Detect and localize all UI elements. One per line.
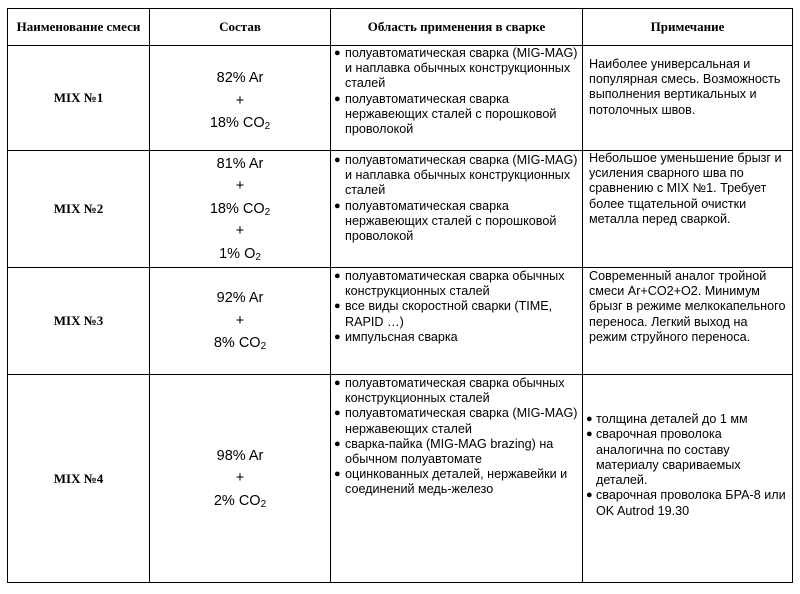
composition-plus: + [235,312,245,329]
list-item: ● полуавтоматическая сварка обычных конструкционных сталей [334,376,565,406]
header-row [8,9,793,46]
bullet-icon: ● [334,377,341,389]
note-text: Небольшое уменьшение брызг и усиления сварного шва по сравнению с MIX №1. Требует более тщательной очистки металла перед сваркой. [589,151,782,226]
list-item: ● полуавтоматическая сварка обычных конструкционных сталей [334,269,565,299]
mix-application [331,46,583,151]
bullet-icon: ● [334,47,341,59]
application-list [331,375,582,498]
list-item: ● все виды скоростной сварки (TIME, RAPID …) [334,299,553,329]
composition-line: 81% Ar [216,155,264,172]
list-item: ● полуавтоматическая сварка (MIG-MAG) и наплавка обычных конструкционных сталей [334,46,578,91]
mix-note [583,375,793,583]
mix-application [331,268,583,375]
note-list [583,412,792,544]
bullet-icon: ● [334,92,341,105]
composition-line: 18% $CO_2$ [209,115,271,133]
mix-composition [150,46,331,151]
composition-line: 1% $O_2$ [219,245,261,263]
header-note: Примечание [583,9,793,46]
mix-name: MIX №3 [8,268,150,375]
list-item: ● полуавтоматическая сварка нержавеющих сталей с порошковой проволокой [334,91,557,137]
composition-line: 8% $CO_2$ [213,335,267,353]
application-list [331,268,582,345]
mix-name: MIX №1 [8,46,150,151]
mix-composition [150,268,331,375]
list-item: ● полуавтоматическая сварка нержавеющих сталей с порошковой проволокой [334,198,557,244]
header-name: Наименование смеси [8,9,150,46]
bullet-icon: ● [334,407,341,420]
note-text: Современный аналог тройной смеси Ar+CO2+O2. Минимум брызг в режиме мелкокапельного переноса. Легкий выход на режим струйного переноса. [589,269,786,344]
list-item: ● сварочная проволока БРА-8 или OK Autrod 19.30 [586,488,786,518]
list-item: ● полуавтоматическая сварка (MIG-MAG) и наплавка обычных конструкционных сталей [334,153,578,198]
header-composition: Состав [150,9,331,46]
mix-application [331,375,583,583]
list-item: ● сварочная проволока аналогична по составу материалу свариваемых деталей. [586,427,741,488]
welding-gas-mixtures-table [7,8,793,583]
composition-plus: + [235,178,245,195]
composition-line: 92% Ar [216,290,264,307]
table-row [8,151,793,268]
mix-note [583,268,793,375]
note-text: Наиболее универсальная и популярная смесь. Возможность выполнения вертикальных и потолочных швов. [589,57,781,117]
table-row [8,375,793,583]
table-row [8,46,793,151]
mix-application [331,151,583,268]
mix-composition [150,151,331,268]
bullet-icon: ● [586,428,593,441]
bullet-icon: ● [586,413,593,426]
mix-name: MIX №4 [8,375,150,583]
application-list [331,46,582,137]
bullet-icon: ● [334,154,341,166]
table-row [8,268,793,375]
composition-line: 18% $CO_2$ [209,200,271,218]
list-item: ● оцинкованных деталей, нержавейки и соединений медь-железо [334,467,568,497]
mix-note [583,151,793,268]
mix-note [583,46,793,151]
bullet-icon: ● [334,199,341,212]
composition-plus: + [235,470,245,487]
list-item: ● импульсная сварка [334,329,458,344]
composition-line: 2% $CO_2$ [213,492,267,510]
application-list [331,151,582,244]
composition-plus: + [235,92,245,109]
bullet-icon: ● [334,270,341,282]
bullet-icon: ● [334,330,341,343]
list-item: ● сварка-пайка (MIG-MAG brazing) на обычном полуавтомате [334,436,554,467]
bullet-icon: ● [334,468,341,481]
bullet-icon: ● [334,300,341,313]
list-item: ● толщина деталей до 1 мм [586,412,748,427]
composition-plus: + [235,223,245,240]
composition-line: 82% Ar [216,70,264,87]
composition-line: 98% Ar [216,447,264,464]
header-application: Область применения в сварке [331,9,583,46]
bullet-icon: ● [334,437,341,450]
bullet-icon: ● [586,489,593,502]
list-item: ● полуавтоматическая сварка (MIG-MAG) нержавеющих сталей [334,406,578,436]
mix-name: MIX №2 [8,151,150,268]
mix-composition [150,375,331,583]
